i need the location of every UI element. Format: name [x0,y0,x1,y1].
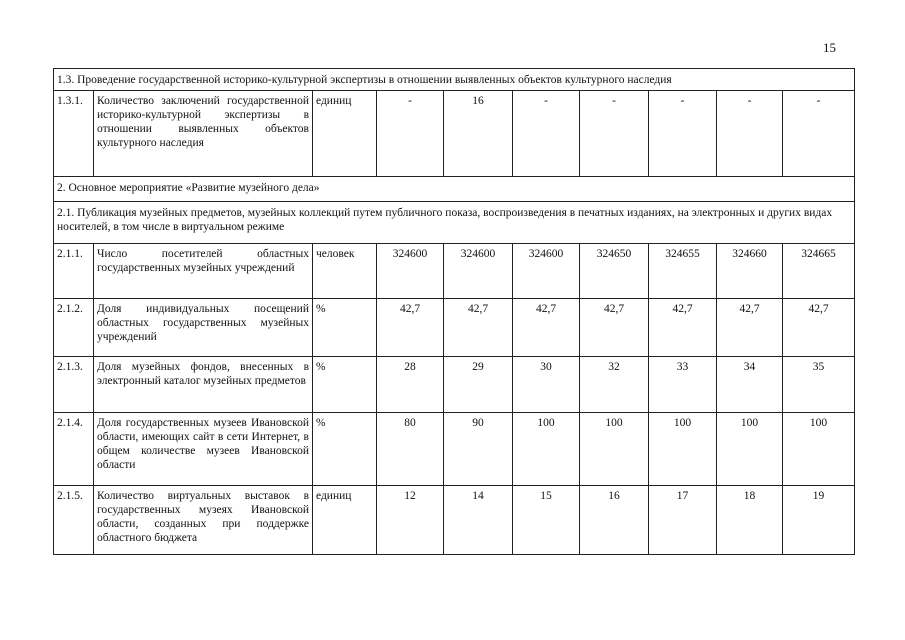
value-cell: 90 [444,413,513,486]
row-number: 2.1.2. [54,299,94,357]
value-cell: - [717,91,783,177]
value-cell: 14 [444,486,513,555]
value-cell: 32 [580,357,649,413]
section-1-3-heading: 1.3. Проведение государственной историко-культурной экспертизы в отношении выявленных объектов культурного наследия [54,69,855,91]
value-cell: 324600 [444,244,513,299]
value-cell: 16 [444,91,513,177]
value-cell: - [783,91,855,177]
unit-cell: единиц [313,91,377,177]
value-cell: 28 [377,357,444,413]
value-cell: - [580,91,649,177]
value-cell: 16 [580,486,649,555]
unit-cell: единиц [313,486,377,555]
value-cell: 324655 [649,244,717,299]
value-cell: 19 [783,486,855,555]
value-cell: - [513,91,580,177]
row-number: 2.1.5. [54,486,94,555]
value-cell: 12 [377,486,444,555]
section-2-heading: 2. Основное мероприятие «Развитие музейного дела» [54,177,855,202]
value-cell: - [649,91,717,177]
value-cell: 100 [783,413,855,486]
value-cell: 42,7 [649,299,717,357]
value-cell: 30 [513,357,580,413]
indicator-name: Количество виртуальных выставок в государственных музеях Ивановской области, созданных при поддержке областного бюджета [94,486,313,555]
value-cell: 324665 [783,244,855,299]
value-cell: 35 [783,357,855,413]
table-row [54,299,855,357]
value-cell: 42,7 [513,299,580,357]
value-cell: - [377,91,444,177]
table-row [54,357,855,413]
row-number: 1.3.1. [54,91,94,177]
section-row [54,202,855,244]
value-cell: 42,7 [783,299,855,357]
value-cell: 324600 [513,244,580,299]
indicator-name: Доля государственных музеев Ивановской области, имеющих сайт в сети Интернет, в общем количестве музеев Ивановской области [94,413,313,486]
value-cell: 42,7 [580,299,649,357]
value-cell: 100 [649,413,717,486]
indicator-name: Число посетителей областных государственных музейных учреждений [94,244,313,299]
indicator-name: Количество заключений государственной историко-культурной экспертизы в отношении выявленных объектов культурного наследия [94,91,313,177]
unit-cell: % [313,413,377,486]
value-cell: 42,7 [444,299,513,357]
value-cell: 34 [717,357,783,413]
unit-cell: % [313,299,377,357]
value-cell: 18 [717,486,783,555]
value-cell: 324650 [580,244,649,299]
unit-cell: человек [313,244,377,299]
value-cell: 33 [649,357,717,413]
indicator-name: Доля индивидуальных посещений областных государственных музейных учреждений [94,299,313,357]
value-cell: 100 [717,413,783,486]
row-number: 2.1.1. [54,244,94,299]
indicator-name: Доля музейных фондов, внесенных в электронный каталог музейных предметов [94,357,313,413]
section-2-1-heading: 2.1. Публикация музейных предметов, музейных коллекций путем публичного показа, воспроизведения в печатных изданиях, на электронных и других видах носителей, в том числе в виртуальном режиме [54,202,855,244]
page-number: 15 [823,40,836,55]
value-cell: 42,7 [377,299,444,357]
value-cell: 17 [649,486,717,555]
table-row [54,91,855,177]
section-row [54,177,855,202]
value-cell: 100 [513,413,580,486]
value-cell: 42,7 [717,299,783,357]
table-row [54,413,855,486]
value-cell: 15 [513,486,580,555]
value-cell: 100 [580,413,649,486]
indicators-table [53,68,855,555]
section-row [54,69,855,91]
row-number: 2.1.4. [54,413,94,486]
value-cell: 324600 [377,244,444,299]
table-row [54,486,855,555]
value-cell: 324660 [717,244,783,299]
value-cell: 29 [444,357,513,413]
unit-cell: % [313,357,377,413]
row-number: 2.1.3. [54,357,94,413]
value-cell: 80 [377,413,444,486]
table-row [54,244,855,299]
